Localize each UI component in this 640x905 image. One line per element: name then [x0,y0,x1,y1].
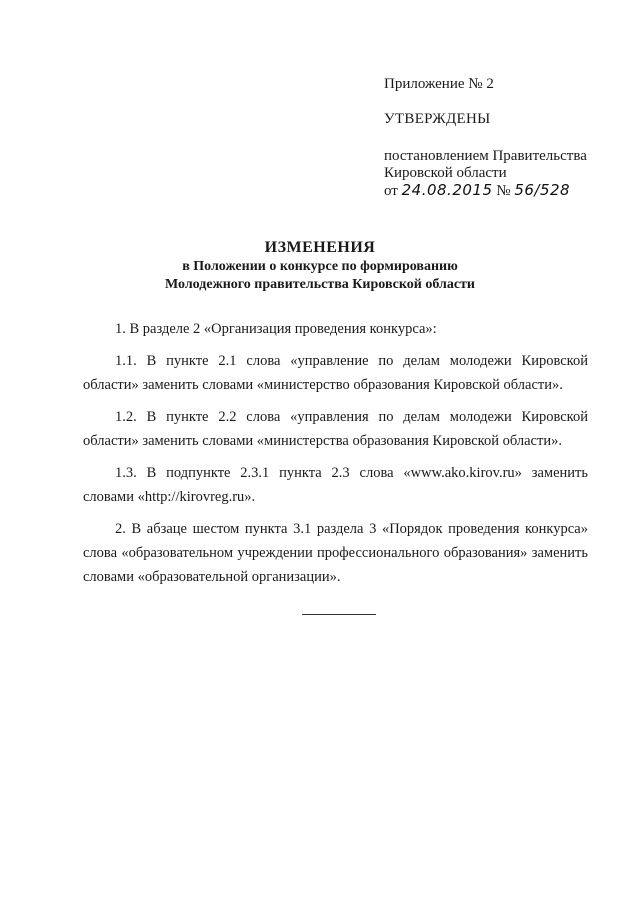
annex-label: Приложение № 2 [384,76,494,92]
closing-divider [302,614,376,615]
heading-subtitle-1: в Положении о конкурсе по формированию [182,259,458,274]
resolution-line-1: постановлением Правительства [384,148,587,164]
paragraph-1: 1. В разделе 2 «Организация проведения конкурса»: [115,321,437,337]
heading-subtitle-2: Молодежного правительства Кировской области [164,277,475,292]
handwritten-number: 56/528 [514,181,571,199]
document-heading [40,238,600,294]
heading-title: ИЗМЕНЕНИЯ [264,239,376,256]
paragraph-1-3: 1.3. В подпункте 2.3.1 пункта 2.3 слова «www.ako.kirov.ru» заменить словами «http://kirovreg.ru». [83,465,588,505]
resolution-line-2: Кировской области [384,165,507,181]
paragraph-1-1: 1.1. В пункте 2.1 слова «управление по делам молодежи Кировской области» заменить словами «министерство образования Кировской области». [83,353,588,393]
number-prefix: № [496,183,511,199]
approved-label: УТВЕРЖДЕНЫ [384,111,491,127]
paragraph-2: 2. В абзаце шестом пункта 3.1 раздела 3 «Порядок проведения конкурса» слова «образовательном учреждении профессионального образования» заменить словами «образовательной организации». [83,521,588,585]
document-body [83,317,588,589]
date-number-line [384,182,614,200]
date-prefix: от [384,183,398,199]
paragraph-1-2: 1.2. В пункте 2.2 слова «управления по делам молодежи Кировской области» заменить словами «министерства образования Кировской области». [83,409,588,449]
approval-block [384,76,614,200]
handwritten-date: 24.08.2015 [401,181,493,199]
